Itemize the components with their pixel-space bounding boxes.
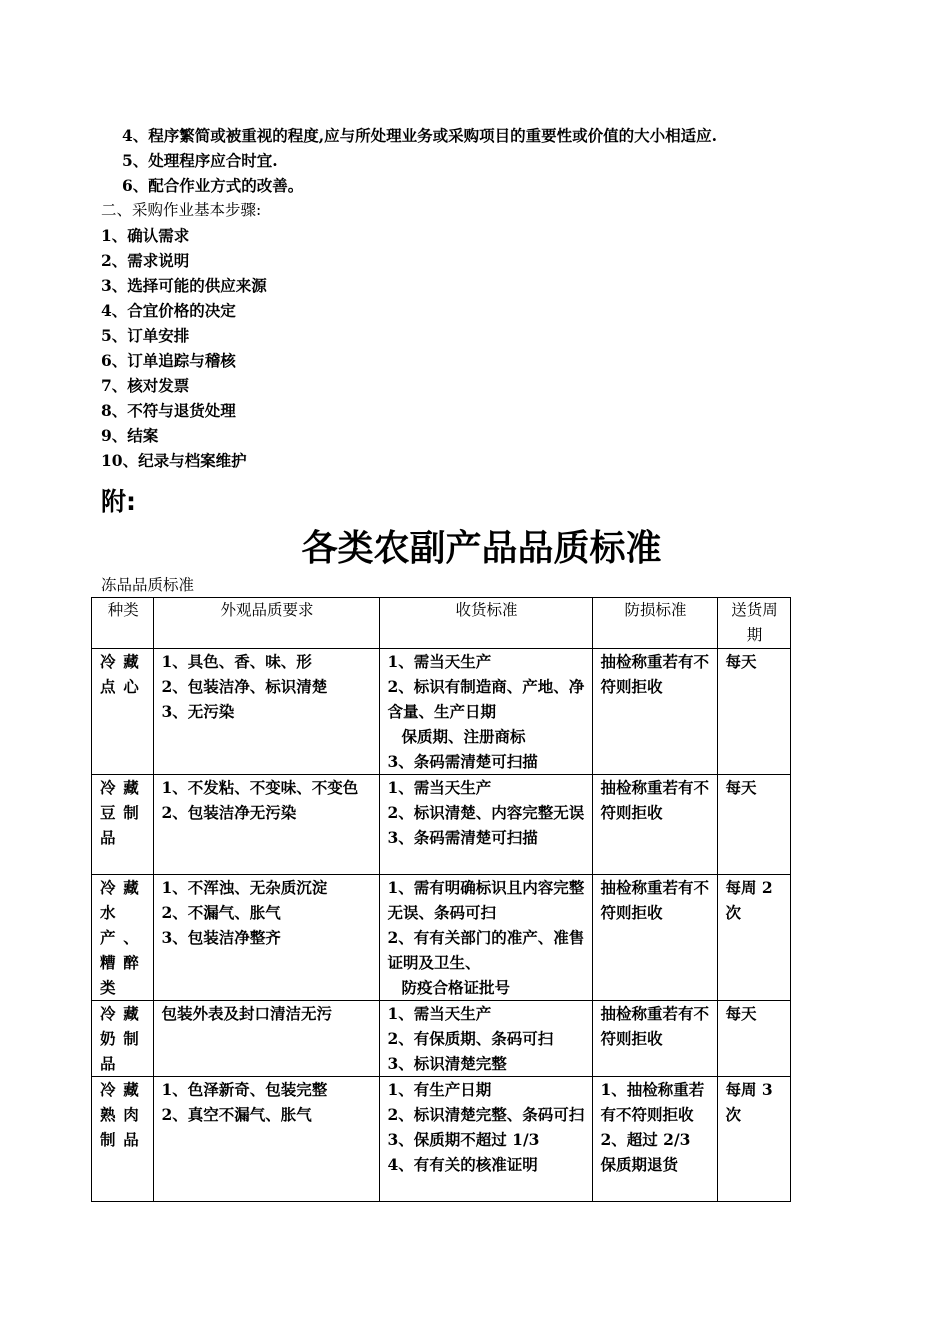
principle-6: 6、配合作业方式的改善。: [122, 176, 304, 195]
step-item: 4、合宜价格的决定: [101, 301, 236, 320]
quality-standards-table: [91, 597, 791, 1202]
cell-receiving-line: 3、标识清楚完整: [387, 1054, 507, 1073]
cell-delivery: 每周 3 次: [717, 1077, 790, 1202]
cell-type: 冷藏水产、糟醉类: [92, 875, 154, 1001]
cell-loss-prevention-line: 抽检称重若有不符则拒收: [600, 878, 710, 922]
cell-appearance-line: 2、包装洁净无污染: [161, 803, 297, 822]
step-item: 3、选择可能的供应来源: [101, 276, 267, 295]
table-row: [92, 1001, 791, 1077]
cell-loss-prevention: [592, 875, 717, 1001]
cell-appearance-line: 包装外表及封口清洁无污: [161, 1004, 333, 1023]
cell-loss-prevention: [592, 775, 717, 875]
cell-delivery: 每周 2 次: [717, 875, 790, 1001]
appendix-label: 附:: [101, 487, 136, 516]
cell-type: 冷藏豆制品: [92, 775, 154, 875]
cell-receiving-line: 1、需当天生产: [387, 778, 492, 797]
principle-4: 4、程序繁简或被重视的程度,应与所处理业务或采购项目的重要性或价值的大小相适应.: [122, 126, 718, 145]
cell-delivery: 每天: [717, 649, 790, 775]
cell-receiving-line: 2、标识清楚完整、条码可扫: [387, 1105, 585, 1124]
cell-appearance-line: 2、包装洁净、标识清楚: [161, 677, 328, 696]
step-item: 1、确认需求: [101, 226, 190, 245]
cell-appearance-line: 2、不漏气、胀气: [161, 903, 281, 922]
cell-loss-prevention-line: 1、抽检称重若有不符则拒收: [600, 1080, 705, 1124]
step-item: 2、需求说明: [101, 251, 190, 270]
cell-receiving-line: 4、有有关的核准证明: [387, 1155, 538, 1174]
cell-receiving-line: 2、有保质期、条码可扫: [387, 1029, 554, 1048]
cell-receiving-line: 1、需当天生产: [387, 1004, 492, 1023]
table-row: [92, 875, 791, 1001]
cell-receiving: [379, 875, 592, 1001]
table-header-row: [92, 598, 791, 649]
cell-loss-prevention: [592, 649, 717, 775]
cell-receiving-line: 1、有生产日期: [387, 1080, 492, 1099]
cell-loss-prevention: [592, 1001, 717, 1077]
cell-receiving: [379, 649, 592, 775]
cell-loss-prevention-line: 抽检称重若有不符则拒收: [600, 778, 710, 822]
table-row: [92, 1077, 791, 1202]
cell-loss-prevention: [592, 1077, 717, 1202]
cell-loss-prevention-line: 抽检称重若有不符则拒收: [600, 1004, 710, 1048]
table-row: [92, 649, 791, 775]
cell-receiving-line: 3、条码需清楚可扫描: [387, 752, 538, 771]
cell-appearance-line: 3、无污染: [161, 702, 235, 721]
cell-receiving-line: 防疫合格证批号: [401, 978, 511, 997]
header-receiving: 收货标准: [379, 598, 592, 649]
cell-receiving-line: 2、标识清楚、内容完整无误: [387, 803, 585, 822]
cell-receiving-line: 1、需有明确标识且内容完整无误、条码可扫: [387, 878, 585, 922]
step-item: 9、结案: [101, 426, 159, 445]
cell-receiving-line: 2、标识有制造商、产地、净含量、生产日期: [387, 677, 585, 721]
step-item: 5、订单安排: [101, 326, 190, 345]
cell-delivery: 每天: [717, 1001, 790, 1077]
cell-appearance-line: 1、不发粘、不变味、不变色: [161, 778, 359, 797]
cell-receiving: [379, 775, 592, 875]
header-type: 种类: [92, 598, 154, 649]
header-delivery: 送货周期: [717, 598, 790, 649]
cell-type: 冷藏奶制品: [92, 1001, 154, 1077]
principle-5: 5、处理程序应合时宜.: [122, 151, 278, 170]
header-appearance: 外观品质要求: [153, 598, 379, 649]
cell-receiving-line: 1、需当天生产: [387, 652, 492, 671]
cell-appearance-line: 2、真空不漏气、胀气: [161, 1105, 312, 1124]
table-caption: 冻品品质标准: [101, 576, 195, 594]
cell-receiving-line: 3、条码需清楚可扫描: [387, 828, 538, 847]
cell-appearance-line: 3、包装洁净整齐: [161, 928, 281, 947]
cell-receiving: [379, 1077, 592, 1202]
cell-appearance-line: 1、不浑浊、无杂质沉淀: [161, 878, 328, 897]
cell-appearance: [153, 649, 379, 775]
cell-receiving-line: 保质期、注册商标: [401, 727, 526, 746]
cell-receiving-line: 3、保质期不超过 1/3: [387, 1130, 540, 1149]
document-title: 各类农副产品品质标准: [301, 528, 662, 569]
steps-heading: 二、采购作业基本步骤:: [101, 201, 262, 219]
cell-appearance: [153, 775, 379, 875]
cell-loss-prevention-line: 2、超过 2/3 保质期退货: [600, 1130, 691, 1174]
cell-appearance: [153, 1077, 379, 1202]
step-item: 7、核对发票: [101, 376, 190, 395]
cell-type: 冷藏点心: [92, 649, 154, 775]
cell-receiving: [379, 1001, 592, 1077]
table-row: [92, 775, 791, 875]
table-body: [92, 649, 791, 1202]
step-item: 8、不符与退货处理: [101, 401, 236, 420]
cell-appearance: [153, 1001, 379, 1077]
cell-delivery: 每天: [717, 775, 790, 875]
cell-appearance-line: 1、色泽新奇、包装完整: [161, 1080, 328, 1099]
cell-type: 冷藏熟肉制品: [92, 1077, 154, 1202]
step-item: 6、订单追踪与稽核: [101, 351, 236, 370]
step-item: 10、纪录与档案维护: [101, 451, 247, 470]
cell-receiving-line: 2、有有关部门的准产、准售证明及卫生、: [387, 928, 585, 972]
header-loss-prevention: 防损标准: [592, 598, 717, 649]
cell-appearance-line: 1、具色、香、味、形: [161, 652, 312, 671]
cell-appearance: [153, 875, 379, 1001]
cell-loss-prevention-line: 抽检称重若有不符则拒收: [600, 652, 710, 696]
